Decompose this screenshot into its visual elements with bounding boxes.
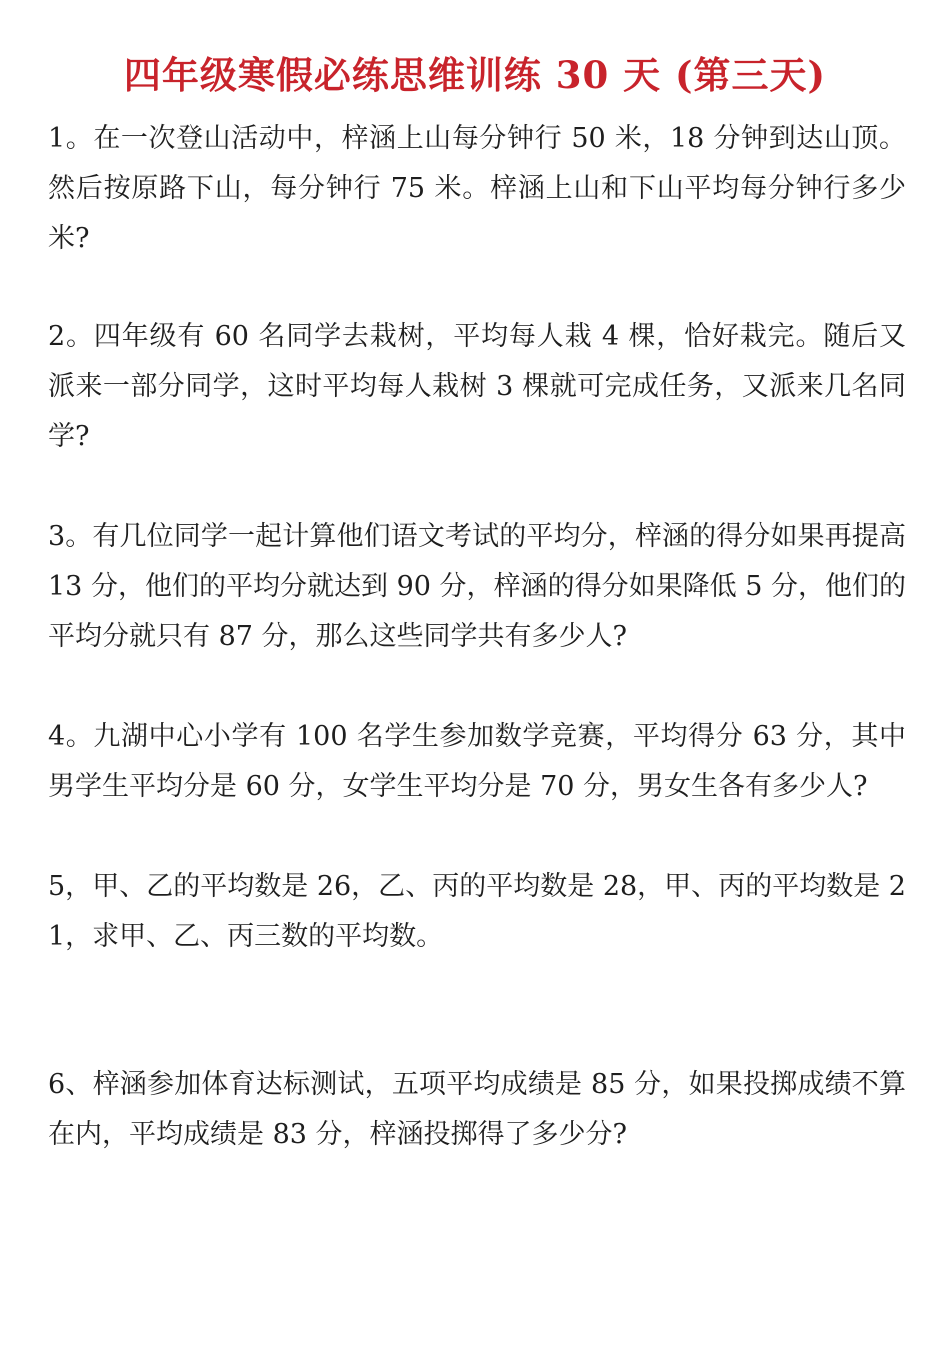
problem-5: 5，甲、乙的平均数是 26，乙、丙的平均数是 28，甲、丙的平均数是 21，求甲、乙、丙三数的平均数。 bbox=[48, 871, 906, 952]
problem-4: 4。九湖中心小学有 100 名学生参加数学竞赛，平均得分 63 分，其中男学生平均分是 60 分，女学生平均分是 70 分，男女生各有多少人? bbox=[48, 721, 906, 802]
worksheet-title: 四年级寒假必练思维训练 30 天 (第三天) bbox=[123, 53, 827, 97]
problem-1: 1。在一次登山活动中，梓涵上山每分钟行 50 米，18 分钟到达山顶。然后按原路下山，每分钟行 75 米。梓涵上山和下山平均每分钟行多少米? bbox=[48, 123, 906, 254]
problem-3: 3。有几位同学一起计算他们语文考试的平均分，梓涵的得分如果再提高 13 分，他们的平均分就达到 90 分，梓涵的得分如果降低 5 分，他们的平均分就只有 87 分，那么这些同学共有多少人? bbox=[48, 521, 906, 652]
problem-6: 6、梓涵参加体育达标测试，五项平均成绩是 85 分，如果投掷成绩不算在内，平均成绩是 83 分，梓涵投掷得了多少分? bbox=[48, 1069, 906, 1150]
problem-2: 2。四年级有 60 名同学去栽树，平均每人栽 4 棵，恰好栽完。随后又派来一部分同学，这时平均每人栽树 3 棵就可完成任务，又派来几名同学? bbox=[48, 321, 906, 452]
